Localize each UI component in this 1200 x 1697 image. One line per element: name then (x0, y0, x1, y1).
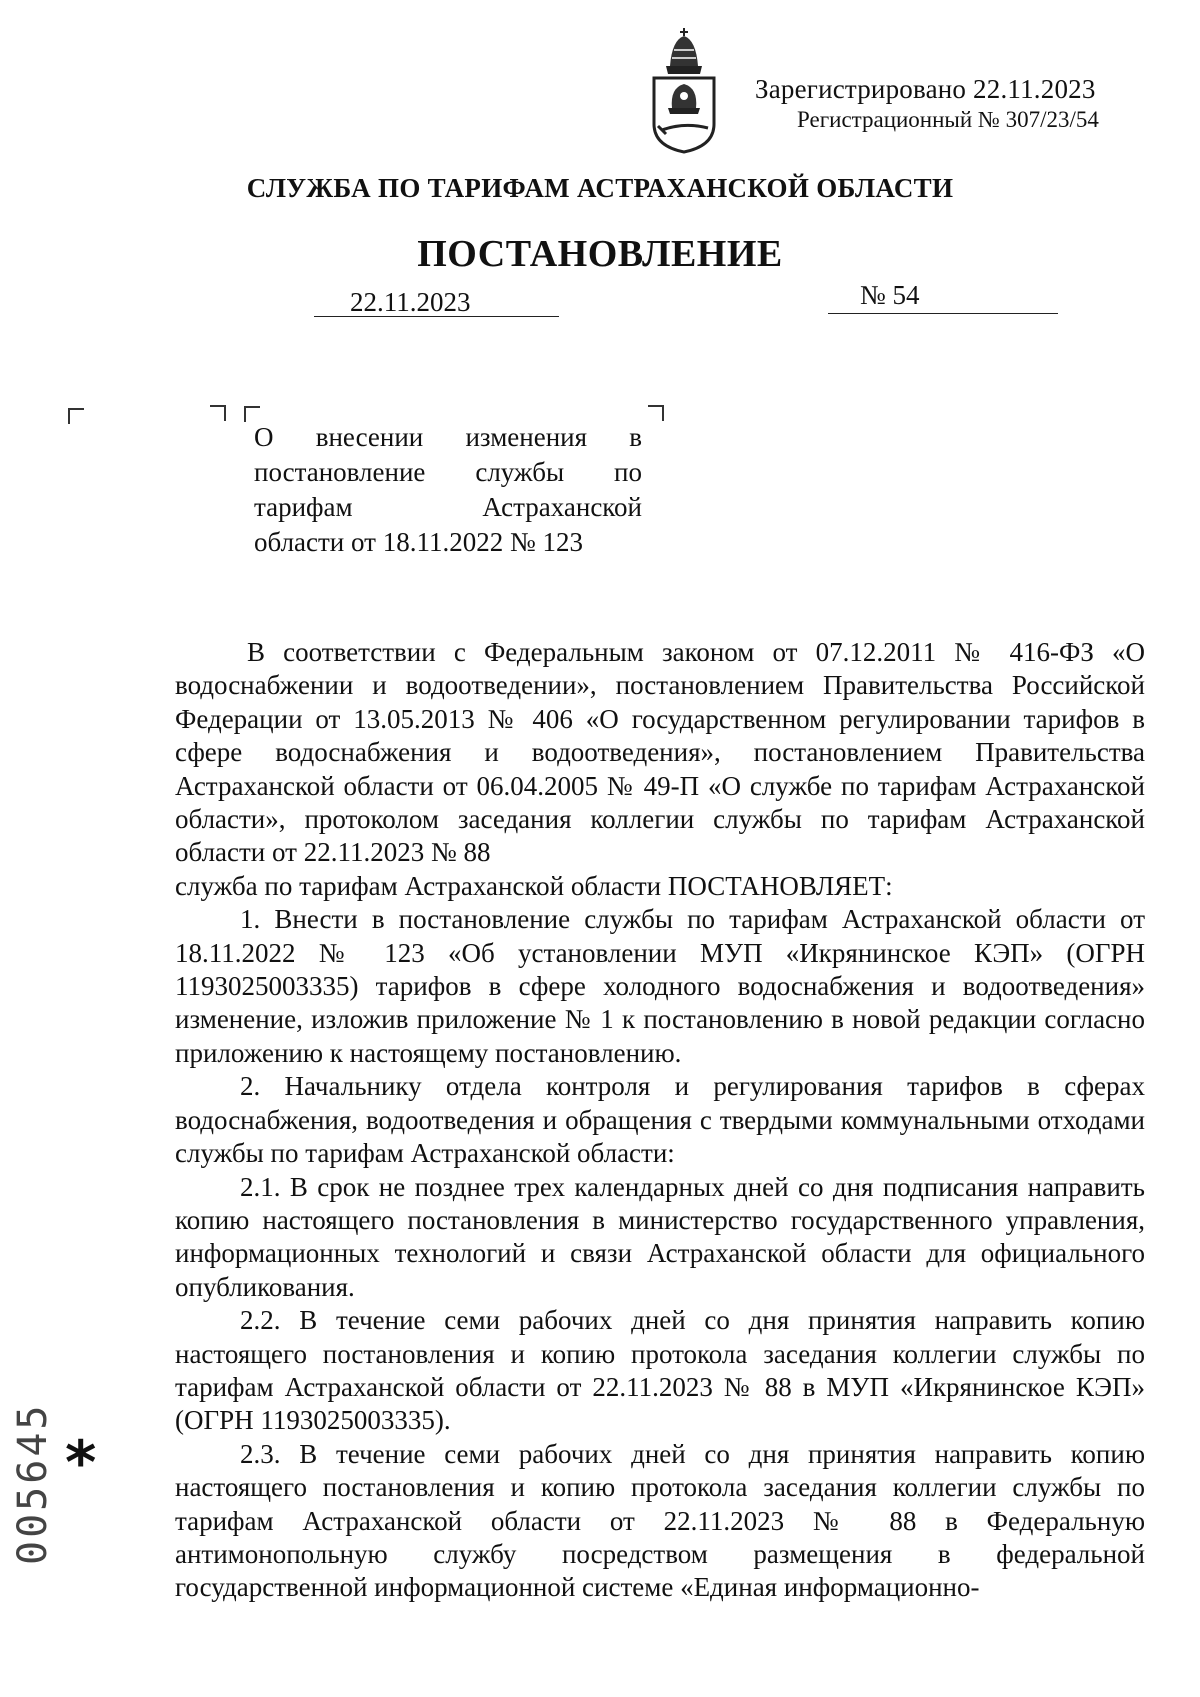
corner-mark (68, 408, 84, 424)
margin-side-code: 005645 (10, 1402, 56, 1565)
document-subject (254, 420, 642, 560)
registration-date: Зарегистрировано 22.11.2023 (755, 74, 1096, 104)
corner-mark (210, 405, 226, 421)
agency-name: СЛУЖБА ПО ТАРИФАМ АСТРАХАНСКОЙ ОБЛАСТИ (246, 173, 954, 203)
resolution-line: служба по тарифам Астраханской области ПОСТАНОВЛЯЕТ: (175, 870, 893, 901)
margin-star-mark: * (65, 1428, 97, 1498)
number-underline (828, 313, 1058, 314)
preamble-paragraph: В соответствии с Федеральным законом от 07.12.2011 № 416-ФЗ «О водоснабжении и водоотведении», постановлением Правительства Российской Федерации от 13.05.2013 № 406 «О государственном регулировании тарифов в сфере водоснабжения и водоотведения», постановлением Правительства Астраханской области от 06.04.2005 № 49-П «О службе по тарифам Астраханской области», протоколом заседания коллегии службы по тарифам Астраханской области от 22.11.2023 № 88 (175, 637, 1145, 868)
document-date: 22.11.2023 (350, 287, 471, 317)
date-underline (314, 316, 559, 317)
registration-number: Регистрационный № 307/23/54 (797, 107, 1099, 132)
item-1-paragraph: 1. Внести в постановление службы по тарифам Астраханской области от 18.11.2022 № 123 «Об установлении МУП «Икрянинское КЭП» (ОГРН 1193025003335) тарифов в сфере холодного водоснабжения и водоотведения» изменение, изложив приложение № 1 к постановлению в новой редакции согласно приложению к настоящему постановлению. (175, 904, 1145, 1068)
document-body (175, 636, 1145, 1605)
coat-of-arms-icon (648, 26, 720, 154)
item-2-paragraph: 2. Начальнику отдела контроля и регулирования тарифов в сферах водоснабжения, водоотведения и обращения с твердыми коммунальными отходами службы по тарифам Астраханской области: (175, 1071, 1145, 1169)
item-2-1-paragraph: 2.1. В срок не позднее трех календарных дней со дня подписания направить копию настоящего постановления в министерство государственного управления, информационных технологий и связи Астраханской области для официального опубликования. (175, 1171, 1145, 1302)
subject-line: О внесении изменения в (254, 422, 642, 452)
corner-mark (648, 405, 664, 421)
subject-line: области от 18.11.2022 № 123 (254, 527, 583, 557)
item-2-3-paragraph: 2.3. В течение семи рабочих дней со дня принятия направить копию настоящего постановления и копию протокола заседания коллегии службы по тарифам Астраханской области от 22.11.2023 № 88 в Федеральную антимонопольную службу посредством размещения в федеральной государственной информационной системе «Единая информационно- (175, 1438, 1145, 1603)
subject-line: тарифам Астраханской (254, 492, 642, 522)
document-type: ПОСТАНОВЛЕНИЕ (417, 233, 783, 275)
subject-line: постановление службы по (254, 457, 642, 487)
item-2-2-paragraph: 2.2. В течение семи рабочих дней со дня принятия направить копию настоящего постановления и копию протокола заседания коллегии службы по тарифам Астраханской области от 22.11.2023 № 88 в МУП «Икрянинское КЭП» (ОГРН 1193025003335). (175, 1305, 1145, 1436)
document-number: № 54 (860, 280, 920, 310)
